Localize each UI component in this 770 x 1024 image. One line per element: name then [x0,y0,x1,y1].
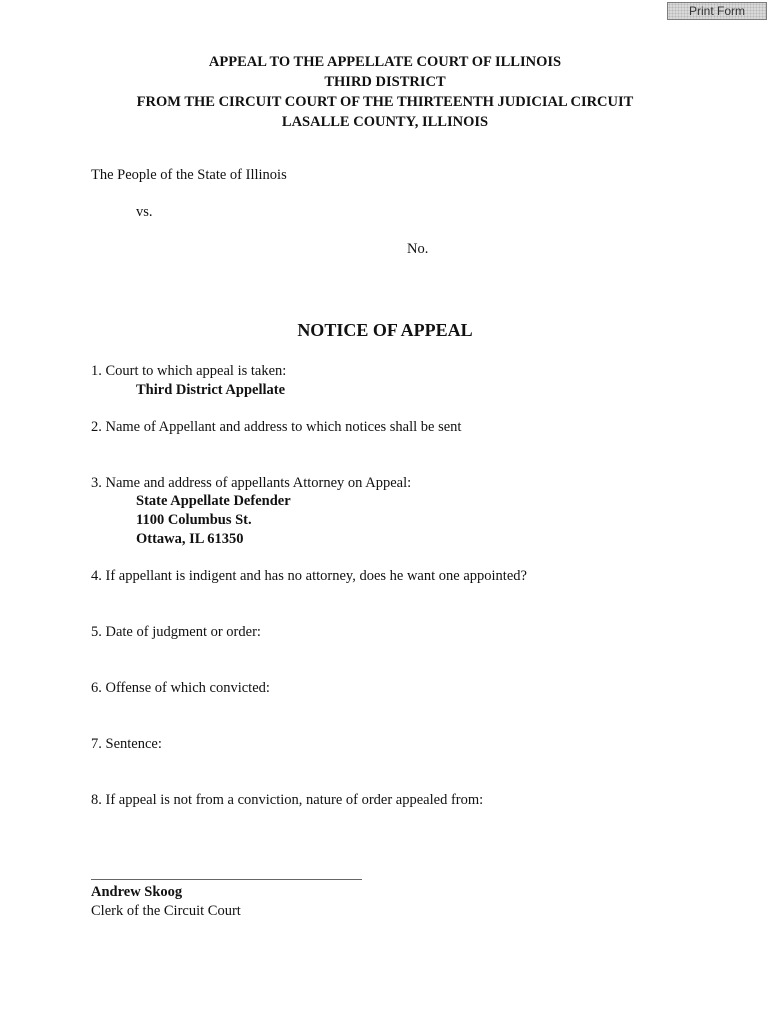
item-7-label: 7. Sentence: [91,736,162,752]
signature-line [91,879,362,880]
plaintiff-name: The People of the State of Illinois [91,167,287,183]
item-6-label: 6. Offense of which convicted: [91,680,270,696]
court-header [0,52,770,132]
header-line-2: THIRD DISTRICT [324,74,446,90]
item-1-answer: Third District Appellate [136,382,286,398]
item-5-label: 5. Date of judgment or order: [91,624,261,640]
attorney-city: Ottawa, IL 61350 [136,531,244,547]
header-line-4: LASALLE COUNTY, ILLINOIS [281,114,489,130]
item-8-label: 8. If appeal is not from a conviction, nature of order appealed from: [91,792,484,808]
attorney-street: 1100 Columbus St. [136,512,252,528]
attorney-name: State Appellate Defender [136,493,291,509]
print-form-button[interactable]: Print Form [667,2,767,20]
clerk-title: Clerk of the Circuit Court [91,903,241,919]
page-title: NOTICE OF APPEAL [297,320,473,340]
clerk-name: Andrew Skoog [91,884,183,900]
case-number-label: No. [407,241,429,257]
versus-text: vs. [136,204,153,220]
item-3-label: 3. Name and address of appellants Attorney on Appeal: [91,475,412,491]
item-2-label: 2. Name of Appellant and address to which notices shall be sent [91,419,462,435]
header-line-1: APPEAL TO THE APPELLATE COURT OF ILLINOIS [208,54,562,70]
item-4-label: 4. If appellant is indigent and has no attorney, does he want one appointed? [91,568,527,584]
item-1-label: 1. Court to which appeal is taken: [91,363,287,379]
header-line-3: FROM THE CIRCUIT COURT OF THE THIRTEENTH JUDICIAL CIRCUIT [136,94,634,110]
